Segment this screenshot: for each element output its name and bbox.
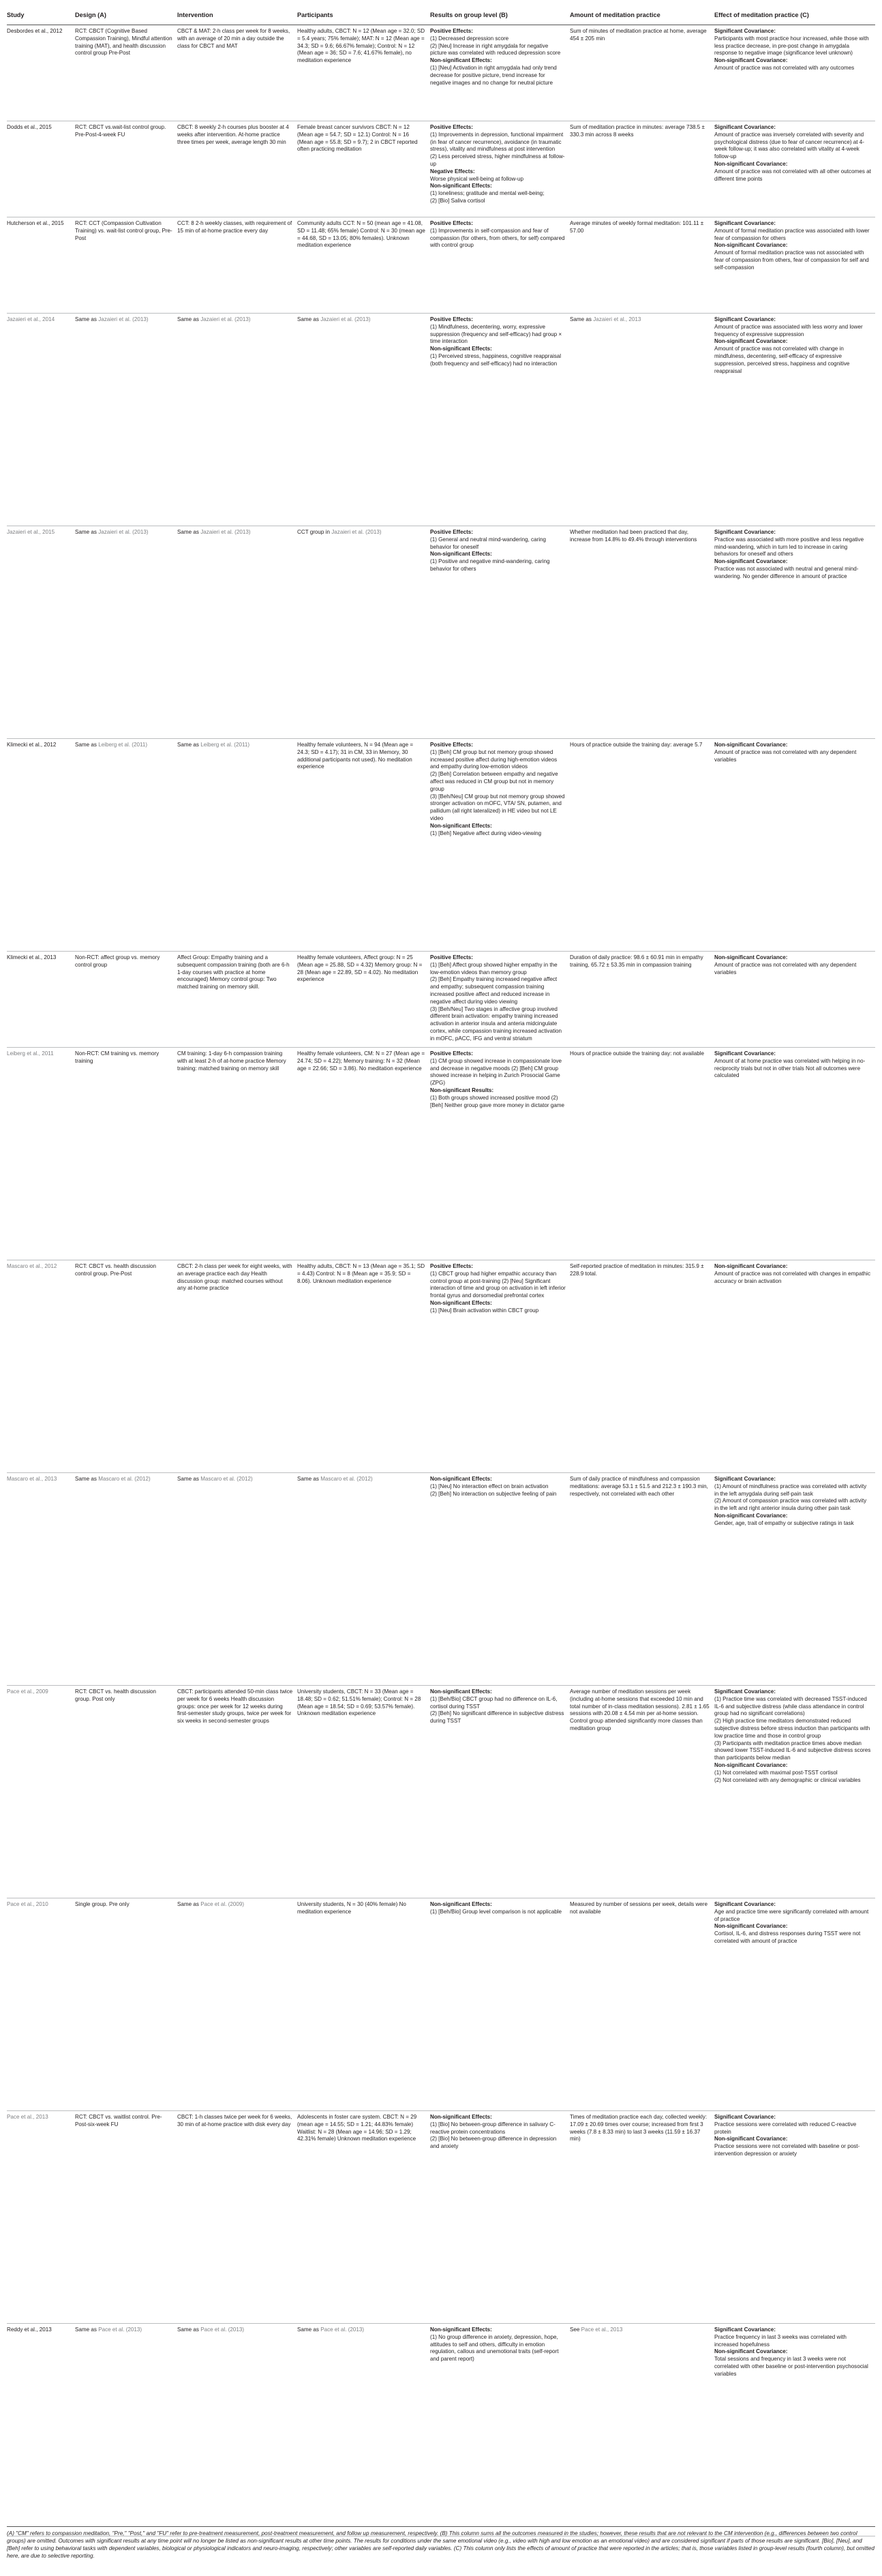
citation-link[interactable]: Pace et al. (2013)	[98, 2327, 142, 2333]
effect-item: (1) [Neu] Brain activation within CBCT group	[430, 1307, 539, 1314]
results-cell	[430, 526, 570, 738]
design-cell: RCT: CBCT (Cognitive Based Compassion Training), Mindful attention training (MAT), and health discussion control group Pre-Post	[75, 28, 172, 57]
citation-link[interactable]: Mascaro et al. (2012)	[98, 1476, 151, 1482]
effect-heading: Non-significant Effects:	[430, 1476, 492, 1482]
effect-item: Amount of practice was not correlated with any dependent variables	[714, 748, 857, 763]
effect-cell	[714, 952, 875, 1047]
citation-link[interactable]: Leiberg et al. (2011)	[98, 742, 148, 748]
effect-item: (1) No group difference in anxiety, depression, hope, attitudes to self and others, difficulty in emotion regulation, callous and unemotional traits (self-report and parent report)	[430, 2333, 559, 2363]
design-cell	[75, 739, 177, 951]
effect-item: Amount of formal meditation practice was associated with lower fear of compassion for others	[714, 227, 870, 241]
design-cell: Non-RCT: affect group vs. memory control group	[75, 954, 160, 968]
effect-item: Amount of practice was associated with less worry and lower frequency of expressive suppression	[714, 323, 863, 337]
citation-link[interactable]: Leiberg et al. (2011)	[200, 742, 250, 748]
intervention-cell: CBCT: 8 weekly 2-h courses plus booster at 4 weeks after intervention. At-home practice three times per week, average length 30 min	[177, 124, 289, 145]
study-cell	[7, 1048, 75, 1260]
citation-link[interactable]: Jazaieri et al. (2013)	[320, 316, 371, 322]
amount-cell: Sum of minutes of meditation practice at home, average 454 ± 205 min	[570, 28, 707, 42]
header-design: Design (A)	[75, 12, 106, 18]
effect-heading: Positive Effects:	[430, 954, 473, 960]
effect-item: (3) [Beh/Neu] CM group but not memory group showed stronger activation on mOFC, VTA/ SN, putamen, and pallidum (all right lateralized) in HE video but not LE video	[430, 793, 565, 821]
amount-cell: Hours of practice outside the training day: average 5.7	[570, 742, 703, 748]
design-cell	[75, 2324, 177, 2536]
table-footnote: (A) "CM" refers to compassion meditation, "Pre," "Post," and "FU" refer to pre-treatment measurement, post-treatment measurement, and follow up measurement, respectively. (B) This column sums all the outcomes measured in the studies; however, these results that are not relevant to the CM intervention (e.g., differences between two control groups) are omitted. Outcomes with significant results at any time point will no longer be listed as non-significant results at other time points. The results for conditions under the same emotional video (e.g., video with high and low emotion as an emotional video) and are considered significant if parts of those results are significant. [Bio], [Neu], and [Beh] refer to using behavioral tasks with dependent variables, biological or physiological indicators and neuro-imaging, respectively; other variables are self-reported daily variables. (C) This column only lists the effects of amount of practice that were reported in the articles; that is, those variables listed in group-level results (fourth column), but omitted here, are due to selective reporting.	[7, 2526, 875, 2560]
intervention-cell-text: Same as	[177, 1476, 201, 1482]
effect-heading: Non-significant Effects:	[430, 1299, 492, 1306]
effect-item: (1) CBCT group had higher empathic accuracy than control group at post-training (2) [Neu] Significant interaction of time and group on activation in left inferior frontal gyrus and dorsomedial prefrontal cortex	[430, 1270, 566, 1299]
participants-cell-text: CCT group in	[297, 529, 332, 535]
effect-cell	[714, 314, 875, 526]
design-cell	[75, 526, 177, 738]
effect-heading: Significant Covariance:	[714, 1688, 776, 1695]
amount-cell: Average number of meditation sessions per week (including at-home sessions that exceeded 10 min and total number of in-class meditation sessions). 2.81 ± 1.65 sessions with 20.08 ± 4.54 min per at-home session. Control group attended significantly more classes than meditation group	[570, 1688, 710, 1731]
design-cell: RCT: CBCT vs. health discussion control group. Pre-Post	[75, 1263, 157, 1277]
table-row	[7, 1686, 875, 1898]
table-body	[7, 25, 875, 2536]
effect-heading: Non-significant Covariance:	[714, 954, 788, 960]
effect-item: (3) Participants with meditation practice times above median showed lower TSST-induced IL-6 and subjective distress scores than participants below median	[714, 1740, 871, 1761]
effect-item: (2) Less perceived stress, higher mindfulness at follow-up	[430, 153, 565, 167]
effect-item: (1) Perceived stress, happiness, cognitive reappraisal (both frequency and self-efficacy) had no interaction	[430, 352, 562, 367]
effect-cell	[714, 1048, 875, 1260]
effect-item: Practice was associated with more positive and less negative mind-wandering, which in turn led to increase in caring behaviors for oneself and others	[714, 536, 864, 558]
effect-heading: Non-significant Covariance:	[714, 742, 788, 748]
intervention-cell-text: Same as	[177, 316, 201, 322]
effect-item: Practice frequency in last 3 weeks was correlated with increased hopefulness	[714, 2333, 847, 2348]
effect-heading: Positive Effects:	[430, 1263, 473, 1269]
effect-item: (2) [Neu] Increase in right amygdala for negative picture was correlated with reduced depression score	[430, 42, 561, 57]
effect-item: (1) Practice time was correlated with decreased TSST-induced IL-6 and subjective distress (while class attendance in control group had no significant correlations)	[714, 1695, 867, 1717]
design-cell: RCT: CBCT vs.wait-list control group. Pre-Post-4-week FU	[75, 124, 166, 138]
effect-heading: Significant Covariance:	[714, 1476, 776, 1482]
effect-item: (2) [Beh] No significant difference in subjective distress during TSST	[430, 1710, 564, 1725]
citation-link[interactable]: Pace et al., 2010	[7, 1901, 48, 1907]
effect-cell	[714, 217, 875, 313]
intervention-cell	[177, 1898, 297, 2110]
effect-heading: Non-significant Covariance:	[714, 558, 788, 565]
effect-heading: Non-significant Covariance:	[714, 2348, 788, 2355]
effect-heading: Non-significant Effects:	[430, 57, 492, 64]
design-cell: RCT: CBCT vs. health discussion group. Post only	[75, 1688, 157, 1702]
amount-cell	[570, 314, 714, 526]
study-cell: Klimecki et al., 2013	[7, 954, 57, 960]
amount-cell: Sum of meditation practice in minutes: average 738.5 ± 330.3 min across 8 weeks	[570, 124, 705, 138]
table-row	[7, 739, 875, 952]
effect-heading: Positive Effects:	[430, 1050, 473, 1057]
effect-heading: Positive Effects:	[430, 124, 473, 130]
study-cell: Desbordes et al., 2012	[7, 28, 63, 34]
amount-cell-text: Same as	[570, 316, 594, 322]
participants-cell	[297, 314, 430, 526]
effect-item: (1) Improvements in depression, functional impairment (in fear of cancer recurrence), avoidance (in traumatic stress), vitality and mindfulness at post intervention	[430, 131, 564, 153]
citation-link[interactable]: Pace et al., 2013	[7, 2114, 48, 2120]
effect-item: (1) CM group showed increase in compassionate love and decrease in negative moods (2) [Beh] CM group showed increase in helping in Zurich Prosocial Game (ZPG)	[430, 1057, 562, 1087]
effect-item: Practice sessions were not correlated with baseline or post-intervention depression or anxiety	[714, 2143, 860, 2157]
participants-cell: Female breast cancer survivors CBCT: N = 12 (Mean age = 54.7; SD = 12.1) Control: N = 16 (Mean age = 55.8; SD = 9.7); 2 in CBCT reported often practicing meditation	[297, 124, 418, 153]
header-study: Study	[7, 12, 25, 18]
effect-heading: Non-significant Covariance:	[714, 1512, 788, 1519]
header-participants: Participants	[297, 12, 333, 18]
effect-item: Amount of practice was not correlated with any dependent variables	[714, 961, 857, 975]
effect-heading: Significant Covariance:	[714, 2114, 776, 2120]
effect-cell	[714, 1473, 875, 1685]
study-cell	[7, 1260, 75, 1472]
effect-heading: Significant Covariance:	[714, 316, 776, 322]
design-cell-text: Same as	[75, 529, 99, 535]
amount-cell-text: See	[570, 2327, 581, 2333]
design-cell-text: Same as	[75, 742, 99, 748]
effect-heading: Non-significant Effects:	[430, 346, 492, 352]
effect-item: (1) Improvements in self-compassion and fear of compassion (for others, from others, for self) compared with control group	[430, 227, 565, 249]
effect-heading: Positive Effects:	[430, 316, 473, 322]
table-row	[7, 2324, 875, 2536]
results-cell	[430, 1473, 570, 1685]
results-cell	[430, 1260, 570, 1472]
effect-heading: Non-significant Effects:	[430, 183, 492, 190]
effect-heading: Significant Covariance:	[714, 529, 776, 535]
citation-link[interactable]: Pace et al., 2013	[581, 2327, 623, 2333]
effect-item: (1) [Beh] Affect group showed higher empathy in the low-emotion videos than memory group	[430, 961, 558, 975]
effect-item: (1) [Beh] CM group but not memory group showed increased positive affect during high-emotion videos and empathy during low-emotion videos	[430, 748, 558, 770]
effect-cell	[714, 1686, 875, 1898]
results-cell	[430, 739, 570, 951]
effect-cell	[714, 1260, 875, 1472]
participants-cell	[297, 526, 430, 738]
effect-item: (1) Positive and negative mind-wandering, caring behavior for others	[430, 558, 550, 572]
participants-cell-text: Same as	[297, 316, 321, 322]
study-cell	[7, 2111, 75, 2323]
participants-cell	[297, 2324, 430, 2536]
effect-item: (2) [Bio] Saliva cortisol	[430, 197, 485, 204]
participants-cell: Healthy female volunteers, CM: N = 27 (Mean age = 24.74; SD = 4.22); Memory training: N = 32 (Mean age = 22.66; SD = 3.86). No meditation experience	[297, 1050, 425, 1072]
participants-cell: Healthy adults, CBCT: N = 12 (Mean age = 32.0; SD = 5.4 years; 75% female); MAT: N = 12 (Mean age = 34.3; SD = 9.6; 66.67% female); Control: N = 12 (Mean age = 36; SD = 7.6; 41.67% female), no meditation experience	[297, 28, 425, 64]
results-cell	[430, 2111, 570, 2323]
effect-heading: Non-significant Effects:	[430, 1901, 492, 1907]
study-cell	[7, 1686, 75, 1898]
citation-link[interactable]: Jazaieri et al., 2013	[593, 316, 641, 322]
study-cell	[7, 314, 75, 526]
intervention-cell: CM training: 1-day 6-h compassion training with at least 2-h of at-home practice Memory training: matched training on memory skill	[177, 1050, 286, 1072]
effect-item: Practice sessions were correlated with reduced C-reactive protein	[714, 2121, 857, 2135]
intervention-cell: CBCT & MAT: 2-h class per week for 8 weeks, with an average of 20 min a day outside the class for CBCT and MAT	[177, 28, 290, 49]
intervention-cell: CBCT: 1-h classes twice per week for 6 weeks, 30 min of at-home practice with disk every day	[177, 2114, 292, 2127]
effect-heading: Significant Covariance:	[714, 28, 776, 34]
amount-cell	[570, 2324, 714, 2536]
header-results: Results on group level (B)	[430, 12, 508, 18]
participants-cell	[297, 1473, 430, 1685]
intervention-cell	[177, 314, 297, 526]
table-row	[7, 1048, 875, 1260]
header-amount: Amount of meditation practice	[570, 12, 660, 18]
citation-link[interactable]: Jazaieri et al. (2013)	[331, 529, 382, 535]
table-row	[7, 2111, 875, 2324]
intervention-cell-text: Same as	[177, 1901, 201, 1907]
header-effect: Effect of meditation practice (C)	[714, 12, 809, 18]
effect-heading: Negative Effects:	[430, 168, 475, 175]
table-row	[7, 121, 875, 217]
participants-cell: University students, N = 30 (40% female) No meditation experience	[297, 1901, 406, 1915]
effect-heading: Non-significant Effects:	[430, 551, 492, 558]
effect-heading: Positive Effects:	[430, 529, 473, 535]
citation-link[interactable]: Pace et al. (2013)	[200, 2327, 245, 2333]
results-cell	[430, 1048, 570, 1260]
results-cell	[430, 217, 570, 313]
effect-item: (2) High practice time meditators demonstrated reduced subjective distress before stress induction than participants with low practice time and those in control group	[714, 1718, 870, 1739]
effect-item: (1) Both groups showed increased positive mood (2) [Beh] Neither group gave more money in dictator game	[430, 1094, 565, 1108]
effect-heading: Non-significant Covariance:	[714, 1761, 788, 1768]
results-cell	[430, 25, 570, 121]
effect-heading: Non-significant Covariance:	[714, 2136, 788, 2142]
effect-heading: Non-significant Covariance:	[714, 1263, 788, 1269]
effect-item: Cortisol, IL-6, and distress responses during TSST were not correlated with amount of practice	[714, 1930, 861, 1944]
intervention-cell	[177, 1473, 297, 1685]
header-intervention: Intervention	[177, 12, 213, 18]
effect-heading: Significant Covariance:	[714, 1050, 776, 1057]
intervention-cell-text: Same as	[177, 2327, 201, 2333]
participants-cell-text: Same as	[297, 2327, 321, 2333]
citation-link[interactable]: Pace et al. (2009)	[200, 1901, 245, 1907]
effect-heading: Non-significant Effects:	[430, 1688, 492, 1695]
effect-heading: Positive Effects:	[430, 28, 473, 34]
results-cell	[430, 1686, 570, 1898]
effect-item: (1) [Neu] No interaction effect on brain activation	[430, 1483, 549, 1489]
effect-item: (2) [Beh] No interaction on subjective feeling of pain	[430, 1490, 557, 1497]
effect-item: Total sessions and frequency in last 3 weeks were not correlated with other baseline or post-intervention psychosocial variables	[714, 2356, 868, 2377]
intervention-cell	[177, 2324, 297, 2536]
intervention-cell-text: Same as	[177, 529, 201, 535]
effect-item: Participants with most practice hour increased, while those with less practice decrease, in pre-post change in amygdala response to negative image (significance level unknown)	[714, 35, 869, 57]
study-cell	[7, 526, 75, 738]
amount-cell: Sum of daily practice of mindfulness and compassion meditations: average 53.1 ± 51.5 and 212.3 ± 190.3 min, respectively, not correlated with each other	[570, 1476, 708, 1497]
results-cell	[430, 952, 570, 1047]
design-cell	[75, 314, 177, 526]
effect-item: (2) [Beh] Empathy training increased negative affect and empathy; subsequent compassion training increased positive affect and reduced increase in negative affect during video viewing	[430, 976, 558, 1005]
effect-item: (1) Mindfulness, decentering, worry, expressive suppression (frequency and self-efficacy) had group × time interaction	[430, 323, 562, 345]
table-row	[7, 25, 875, 121]
effect-item: (1) [Beh] Negative affect during video-viewing	[430, 830, 542, 836]
effect-cell	[714, 2111, 875, 2323]
participants-cell-text: Same as	[297, 1476, 321, 1482]
table-row	[7, 1260, 875, 1473]
table-row	[7, 952, 875, 1048]
effect-heading: Significant Covariance:	[714, 220, 776, 226]
study-cell: Klimecki et al., 2012	[7, 742, 57, 748]
design-cell: Single group. Pre only	[75, 1901, 130, 1907]
participants-cell: University students, CBCT: N = 33 (Mean age = 18.48; SD = 0.62; 51.51% female); Control: N = 28 (Mean age = 18.54; SD = 0.69; 53.57% female). Unknown meditation experience	[297, 1688, 421, 1717]
citation-link[interactable]: Leiberg et al., 2011	[7, 1050, 54, 1057]
effect-item: (1) [Neu] Activation in right amygdala had only trend decrease for positive picture, trend increase for negative images and no change for neutral picture	[430, 64, 557, 86]
effect-item: (1) Decreased depression score	[430, 35, 509, 42]
effect-heading: Non-significant Effects:	[430, 2114, 492, 2120]
intervention-cell	[177, 739, 297, 951]
intervention-cell: CBCT: 2-h class per week for eight weeks, with an average practice each day Health discussion group: matched courses without any at-home practice	[177, 1263, 292, 1292]
effect-item: Practice was not associated with neutral and general mind-wandering. No gender difference in amount of practice	[714, 565, 859, 579]
effect-item: Age and practice time were significantly correlated with amount of practice	[714, 1908, 869, 1922]
results-cell	[430, 1898, 570, 2110]
effect-item: (2) [Bio] No between-group difference in depression and anxiety	[430, 2136, 557, 2150]
table-row	[7, 526, 875, 739]
effect-heading: Non-significant Effects:	[430, 2327, 492, 2333]
effect-heading: Non-significant Covariance:	[714, 57, 788, 64]
design-cell-text: Same as	[75, 2327, 99, 2333]
effect-item: (1) loneliness; gratitude and mental well-being;	[430, 190, 545, 197]
effect-heading: Non-significant Covariance:	[714, 242, 788, 249]
table-header	[7, 4, 875, 25]
citation-link[interactable]: Pace et al., 2009	[7, 1688, 48, 1695]
amount-cell: Self-reported practice of meditation in minutes: 315.9 ± 228.9 total.	[570, 1263, 704, 1277]
amount-cell: Times of meditation practice each day, collected weekly: 17.09 ± 20.69 times over course; increased from first 3 weeks (7.8 ± 8.33 min) to last 3 weeks (11.59 ± 16.37 min)	[570, 2114, 708, 2142]
effect-heading: Non-significant Covariance:	[714, 160, 788, 167]
intervention-cell-text: Same as	[177, 742, 201, 748]
intervention-cell: CCT: 8 2-h weekly classes, with requirement of 15 min of at-home practice every day	[177, 220, 292, 234]
effect-item: Amount of practice was not correlated with all other outcomes at different time points	[714, 168, 871, 182]
effect-item: Worse physical well-being at follow-up	[430, 175, 524, 182]
effect-item: (2) Not correlated with any demographic or clinical variables	[714, 1776, 861, 1783]
studies-table	[7, 4, 875, 2536]
effect-heading: Non-significant Effects:	[430, 822, 492, 829]
effect-item: (1) General and neutral mind-wandering, caring behavior for oneself	[430, 536, 547, 550]
effect-heading: Significant Covariance:	[714, 1901, 776, 1907]
effect-item: (1) [Beh/Bio] CBCT group had no difference on IL-6, cortisol during TSST	[430, 1695, 558, 1710]
effect-heading: Positive Effects:	[430, 742, 473, 748]
effect-item: (3) [Beh/Neu] Two stages in affective group involved different brain activation: empathy training increased activation in anterior insula and anteria midcingulate cortex, while compassion training increased activation in mOFC, pACC, IFG and ventral striatum	[430, 1005, 562, 1042]
effect-item: (1) Amount of mindfulness practice was correlated with activity in the left amygdala during self-pain task	[714, 1483, 867, 1497]
effect-cell	[714, 2324, 875, 2536]
table-row	[7, 1473, 875, 1686]
effect-cell	[714, 739, 875, 951]
amount-cell: Measured by number of sessions per week, details were not available	[570, 1901, 708, 1915]
citation-link[interactable]: Mascaro et al. (2012)	[320, 1476, 373, 1482]
citation-link[interactable]: Mascaro et al., 2013	[7, 1476, 57, 1482]
table-row	[7, 217, 875, 314]
results-cell	[430, 2324, 570, 2536]
amount-cell: Duration of daily practice: 98.6 ± 60.91 min in empathy training, 65.72 ± 53.35 min in compassion training	[570, 954, 703, 968]
design-cell	[75, 1473, 177, 1685]
effect-item: (1) [Bio] No between-group difference in salivary C-reactive protein concentrations	[430, 2121, 556, 2135]
effect-item: (2) [Beh] Correlation between empathy and negative affect was reduced in CM group but not in memory group	[430, 771, 558, 792]
citation-link[interactable]: Pace et al. (2013)	[320, 2327, 365, 2333]
study-cell: Dodds et al., 2015	[7, 124, 52, 130]
effect-cell	[714, 25, 875, 121]
intervention-cell: Affect Group: Empathy training and a subsequent compassion training (both are 6-h 1-day courses with practice at home encouraged) Memory control group: Two matched training on memory skill.	[177, 954, 290, 990]
effect-item: (1) [Beh/Bio] Group level comparison is not applicable	[430, 1908, 562, 1915]
effect-item: Amount of practice was not correlated with any outcomes	[714, 64, 855, 71]
design-cell: Non-RCT: CM training vs. memory training	[75, 1050, 159, 1064]
study-cell: Hutcherson et al., 2015	[7, 220, 64, 226]
effect-cell	[714, 121, 875, 217]
effect-item: (1) Not correlated with maximal post-TSST cortisol	[714, 1769, 838, 1776]
citation-link[interactable]: Mascaro et al., 2012	[7, 1263, 57, 1269]
study-cell	[7, 1473, 75, 1685]
table-row	[7, 1898, 875, 2111]
study-cell: Reddy et al., 2013	[7, 2327, 52, 2333]
citation-link[interactable]: Jazaieri et al., 2015	[7, 529, 55, 535]
effect-item: Amount of formal meditation practice was not associated with fear of compassion from others, fear of compassion for self and self-compassion	[714, 249, 869, 271]
citation-link[interactable]: Jazaieri et al. (2013)	[98, 529, 149, 535]
citation-link[interactable]: Mascaro et al. (2012)	[200, 1476, 253, 1482]
effect-item: Amount of at home practice was correlated with helping in no-reciprocity trials but not in other trials Not all outcomes were calculated	[714, 1057, 866, 1079]
participants-cell: Healthy female volunteers, N = 94 (Mean age = 24.3; SD = 4.17); 31 in CM, 33 in Memory, 30 additional participants not used). No meditation experience	[297, 742, 414, 770]
citation-link[interactable]: Jazaieri et al. (2013)	[200, 529, 251, 535]
citation-link[interactable]: Jazaieri et al. (2013)	[200, 316, 251, 322]
amount-cell: Whether meditation had been practiced that day, increase from 14.8% to 49.4% through interventions	[570, 529, 697, 543]
effect-item: Amount of practice was inversely correlated with severity and psychological distress (due to fear of cancer recurrence) at 4-week follow-up; it was also correlated with vitality at 4-week follow-up	[714, 131, 864, 160]
results-cell	[430, 121, 570, 217]
amount-cell: Hours of practice outside the training day: not available	[570, 1050, 705, 1057]
design-cell-text: Same as	[75, 1476, 99, 1482]
study-cell	[7, 1898, 75, 2110]
citation-link[interactable]: Jazaieri et al. (2013)	[98, 316, 149, 322]
effect-item: Amount of practice was not correlated with changes in empathic accuracy or brain activation	[714, 1270, 870, 1284]
effect-cell	[714, 1898, 875, 2110]
effect-heading: Positive Effects:	[430, 220, 473, 226]
effect-item: (2) Amount of compassion practice was correlated with activity in the left and right anterior insula during other pain task	[714, 1498, 867, 1512]
effect-heading: Significant Covariance:	[714, 2327, 776, 2333]
effect-heading: Significant Covariance:	[714, 124, 776, 130]
intervention-cell	[177, 526, 297, 738]
citation-link[interactable]: Jazaieri et al., 2014	[7, 316, 55, 322]
effect-cell	[714, 526, 875, 738]
amount-cell: Average minutes of weekly formal meditation: 101.11 ± 57.00	[570, 220, 704, 234]
effect-item: Amount of practice was not correlated with change in mindfulness, decentering, self-efficacy of expressive suppression, perceived stress, happiness and cognitive reappraisal	[714, 346, 850, 374]
design-cell: RCT: CBCT vs. waitlist control. Pre-Post-six-week FU	[75, 2114, 162, 2127]
effect-heading: Non-significant Results:	[430, 1087, 494, 1093]
participants-cell: Community adults CCT: N = 50 (mean age = 41.08, SD = 11.48; 65% female) Control: N = 30 (mean age = 44.68, SD = 13.05; 80% females). Unknown meditation experience	[297, 220, 425, 249]
participants-cell: Healthy adults, CBCT: N = 13 (Mean age = 35.1; SD = 4.43) Control: N = 8 (Mean age = 35.9; SD = 8.06). Unknown meditation experience	[297, 1263, 425, 1284]
participants-cell: Healthy female volunteers, Affect group: N = 25 (Mean age = 25.88, SD = 4.32) Memory group: N = 28 (Mean age = 22.89, SD = 4.02). No meditation experience	[297, 954, 423, 983]
effect-heading: Non-significant Covariance:	[714, 338, 788, 345]
participants-cell: Adolescents in foster care system. CBCT: N = 29 (mean age = 14.55; SD = 1.21; 44.83% female) Waitlist: N = 28 (Mean age = 14.96; SD = 1.29; 42.31% female) Unknown meditation experience	[297, 2114, 417, 2142]
design-cell: RCT: CCT (Compassion Cultivation Training) vs. wait-list control group, Pre-Post	[75, 220, 172, 241]
effect-item: Gender, age, trait of empathy or subjective ratings in task	[714, 1519, 854, 1526]
intervention-cell: CBCT: participants attended 50-min class twice per week for 6 weeks Health discussion groups: once per week for 12 weeks during first-semester study groups, twice per week for six weeks in second-semester groups	[177, 1688, 293, 1725]
results-cell	[430, 314, 570, 526]
design-cell-text: Same as	[75, 316, 99, 322]
table-row	[7, 314, 875, 526]
effect-heading: Non-significant Covariance:	[714, 1923, 788, 1930]
